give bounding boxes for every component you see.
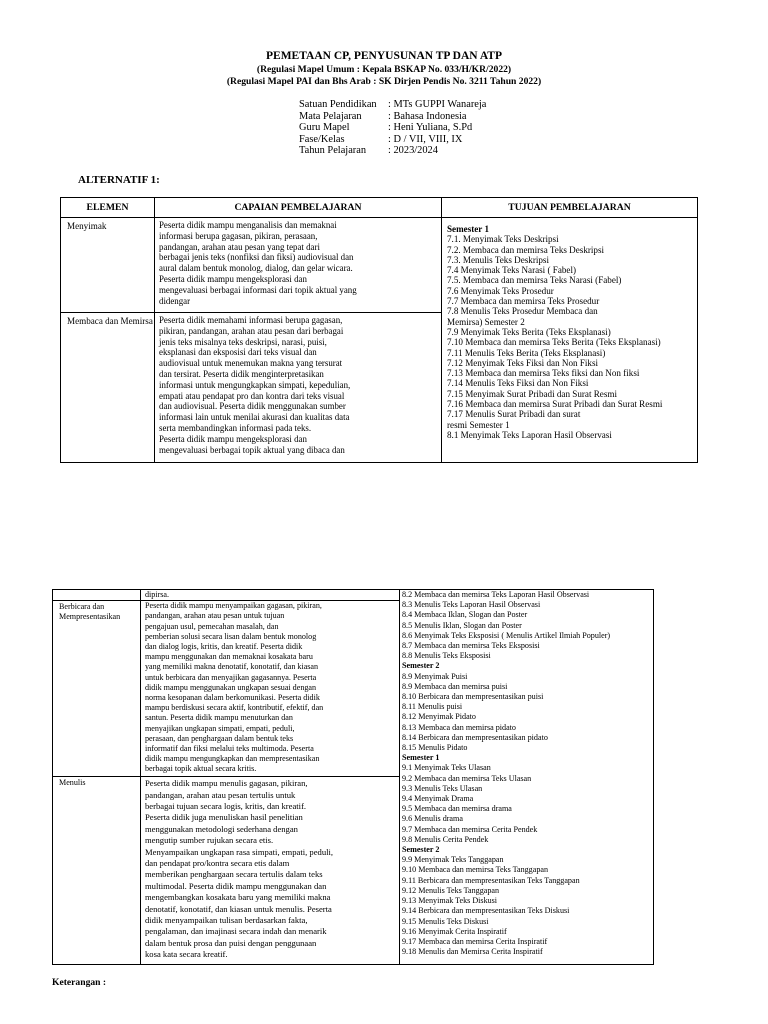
capaian-cell — [155, 218, 442, 313]
text-line: 7.3. Menulis Teks Deskripsi — [447, 254, 550, 265]
text-line: 8.1 Menyimak Teks Laporan Hasil Observasi — [447, 429, 612, 440]
text-line: aural dalam bentuk monolog, dialog, dan gelar wicara. — [159, 263, 353, 274]
text-line: Semester 2 — [402, 661, 440, 671]
text-line: Peserta didik mampu mengeksplorasi dan — [159, 273, 307, 284]
text-line: 8.10 Berbicara dan mempresentasikan puisi — [402, 692, 544, 702]
text-line: pandangan, arahan atau pesan untuk tujuan — [145, 611, 285, 621]
text-line: informasi berupa gagasan, pikiran, perasaan, — [159, 230, 318, 241]
text-line: 7.8 Menulis Teks Prosedur Membaca dan — [447, 306, 598, 317]
text-line: eksplanasi dan eksposisi dari teks visual dan — [159, 347, 317, 358]
text-line: mampu menggunakan dan memaknai kosakata baru — [145, 652, 313, 662]
text-line: 7.11 Menulis Teks Berita (Teks Eksplanasi) — [447, 347, 606, 358]
text-line: berbagai jenis teks (nonfiksi dan fiksi) audiovisual dan — [159, 252, 354, 263]
text-line: 7.2. Membaca dan memirsa Teks Deskripsi — [447, 244, 605, 255]
text-line: 8.13 Membaca dan memirsa pidato — [402, 722, 516, 732]
regulation-line-1: (Regulasi Mapel Umum : Kepala BSKAP No. 033/H/KR/2022) — [256, 64, 512, 75]
info-row — [299, 134, 486, 146]
text-line: berbagai tujuan secara logis, kritis, dan kreatif. — [145, 801, 307, 812]
document-title: PEMETAAN CP, PENYUSUNAN TP DAN ATP — [266, 50, 502, 62]
text-line: denotatif, konotatif, dan kiasan untuk menulis. Peserta — [145, 903, 332, 914]
text-line: yang memiliki makna denotatif, konotatif, dan kiasan — [145, 662, 319, 672]
info-value: : Heni Yuliana, S.Pd — [388, 122, 473, 134]
text-line: audiovisual untuk menemukan makna yang tersurat — [159, 358, 343, 369]
text-line: didik mampu menggunakan ungkapan sesuai dengan — [145, 682, 317, 692]
info-row — [299, 99, 486, 111]
capaian-lines — [145, 601, 397, 774]
table-row — [61, 218, 698, 313]
text-line: Semester 1 — [402, 753, 440, 763]
text-line: dan pendapat pro/kontra secara etis dalam — [145, 858, 290, 869]
elemen-cell — [53, 590, 141, 601]
capaian-cell — [141, 601, 400, 777]
text-line: mengevaluasi berbagai topik aktual yang dibaca dan — [159, 444, 345, 455]
text-line: 8.14 Berbicara dan mempresentasikan pidato — [402, 732, 548, 742]
text-line: pandangan, arahan atau pesan yang tepat dari — [159, 241, 320, 252]
capaian-lines — [159, 315, 439, 455]
text-line: mampu berdiskusi secara aktif, kontributif, efektif, dan — [145, 703, 324, 713]
text-line: 8.12 Menyimak Pidato — [402, 712, 476, 722]
alternative-label: ALTERNATIF 1: — [78, 174, 160, 186]
capaian-cell — [155, 313, 442, 463]
text-line: untuk berbicara dan menyajikan gagasannya. Peserta — [145, 672, 317, 682]
text-line: 8.6 Menyimak Teks Eksposisi ( Menulis Artikel Ilmiah Populer) — [402, 630, 611, 640]
text-line: 8.9 Menyimak Puisi — [402, 671, 468, 681]
text-line: 7.5. Membaca dan memirsa Teks Narasi (Fabel) — [447, 275, 622, 286]
capaian-lines — [159, 220, 439, 306]
info-value: : Bahasa Indonesia — [388, 110, 467, 122]
capaian-lines — [145, 590, 397, 600]
text-line: 7.17 Menulis Surat Pribadi dan surat — [447, 409, 581, 420]
text-line: santun. Peserta didik mampu menuturkan dan — [145, 713, 293, 723]
table-row — [53, 590, 654, 601]
text-line: pikiran, pandangan, arahan atau pesan dari berbagai — [159, 325, 344, 336]
text-line: dan tersirat. Peserta didik menginterpretasikan — [159, 368, 324, 379]
text-line: 7.6 Menyimak Teks Prosedur — [447, 285, 554, 296]
capaian-lines — [145, 778, 397, 961]
text-line: mengevaluasi berbagai informasi dari topik aktual yang — [159, 284, 357, 295]
text-line: empati atau pendapat pro dan kontra dari teks visual — [159, 390, 345, 401]
text-line: 9.8 Menulis Cerita Pendek — [402, 834, 489, 844]
text-line: 9.4 Menyimak Drama — [402, 794, 474, 804]
header-tujuan: TUJUAN PEMBELAJARAN — [442, 198, 698, 218]
elemen-cell: Menyimak — [61, 218, 155, 313]
capaian-cell — [141, 590, 400, 601]
elemen-cell: Membaca dan Memirsa — [61, 313, 155, 463]
text-line: 9.10 Membaca dan memirsa Teks Tanggapan — [402, 865, 549, 875]
text-line: 8.15 Menulis Pidato — [402, 743, 468, 753]
table-header-row — [61, 198, 698, 218]
info-row — [299, 122, 486, 134]
text-line: kosa kata secara kreatif. — [145, 949, 228, 960]
text-line: informasi lain untuk menilai akurasi dan kualitas data — [159, 412, 350, 423]
text-line: 9.18 Menulis dan Memirsa Cerita Inspiratif — [402, 947, 543, 957]
text-line: Memirsa) Semester 2 — [447, 316, 525, 327]
text-line: resmi Semester 1 — [447, 419, 510, 430]
text-line: Peserta didik mampu menulis gagasan, pikiran, — [145, 778, 308, 789]
text-line: memberikan penghargaan secara tertulis dalam teks — [145, 869, 323, 880]
info-key: Fase/Kelas — [299, 133, 345, 145]
text-line: multimodal. Peserta didik mampu menggunakan dan — [145, 880, 327, 891]
text-line: 9.15 Menulis Teks Diskusi — [402, 916, 489, 926]
text-line: pengajuan usul, pemecahan masalah, dan — [145, 621, 279, 631]
text-line: 7.16 Membaca dan memirsa Surat Pribadi dan Surat Resmi — [447, 399, 663, 410]
info-value: : 2023/2024 — [388, 145, 438, 157]
info-row — [299, 145, 486, 157]
text-line: menyajikan ungkapan simpati, empati, peduli, — [145, 723, 295, 733]
text-line: 7.7 Membaca dan memirsa Teks Prosedur — [447, 296, 600, 307]
regulation-line-2: (Regulasi Mapel PAI dan Bhs Arab : SK Dirjen Pendis No. 3211 Tahun 2022) — [226, 76, 542, 87]
mapping-table-page-1 — [60, 197, 698, 463]
text-line: 8.11 Menulis puisi — [402, 702, 463, 712]
text-line: 9.7 Membaca dan memirsa Cerita Pendek — [402, 824, 538, 834]
text-line: Peserta didik mampu menyampaikan gagasan, pikiran, — [145, 601, 322, 611]
text-line: 7.4 Menyimak Teks Narasi ( Fabel) — [447, 265, 577, 276]
info-row — [299, 111, 486, 123]
text-line: Semester 2 — [402, 845, 440, 855]
tujuan-list — [447, 224, 695, 440]
text-line: 9.3 Menulis Teks Ulasan — [402, 783, 483, 793]
text-line: dan dialog logis, kritis, dan kreatif. Peserta didik — [145, 642, 303, 652]
text-line: pandangan, arahan atau pesan tertulis untuk — [145, 789, 296, 800]
text-line: Menyampaikan ungkapan rasa simpati, empati, peduli, — [145, 846, 334, 857]
identity-block — [299, 99, 486, 157]
text-line: informatif dan fiksi melalui teks multimoda. Peserta — [145, 744, 314, 754]
mapping-table-page-2 — [52, 589, 654, 965]
text-line: pemberian solusi secara lisan dalam bentuk monolog — [145, 631, 317, 641]
text-line: serta membandingkan informasi pada teks. — [159, 422, 312, 433]
info-key: Mata Pelajaran — [299, 110, 362, 122]
capaian-text — [159, 220, 439, 306]
text-line: Semester 1 — [447, 224, 490, 234]
text-line: pengalaman, dan imajinasi secara indah dan menarik — [145, 926, 327, 937]
tujuan-cell — [442, 218, 698, 463]
elemen-cell: Menulis — [53, 777, 141, 965]
text-line: mengutip sumber rujukan secara etis. — [145, 835, 274, 846]
tujuan-cell — [400, 590, 654, 965]
text-line: dan audiovisual. Peserta didik menggunakan sumber — [159, 401, 346, 412]
text-line: 8.5 Menulis Iklan, Slogan dan Poster — [402, 620, 522, 630]
text-line: mengembangkan kosakata baru yang memiliki makna — [145, 892, 331, 903]
text-line: 9.2 Membaca dan memirsa Teks Ulasan — [402, 773, 532, 783]
info-value: : MTs GUPPI Wanareja — [388, 99, 487, 110]
notes-label: Keterangan : — [52, 977, 107, 988]
tujuan-list — [402, 590, 651, 957]
elemen-cell: Berbicara dan Mempresentasikan — [53, 601, 141, 777]
text-line: Peserta didik mampu mengeksplorasi dan — [159, 433, 307, 444]
text-line: dipirsa. — [145, 590, 170, 599]
text-line: 7.12 Menyimak Teks Fiksi dan Non Fiksi — [447, 357, 599, 368]
text-line: 8.8 Menulis Teks Eksposisi — [402, 651, 491, 661]
text-line: didik menyampaikan tulisan berdasarkan fakta, — [145, 915, 308, 926]
text-line: 9.5 Membaca dan memirsa drama — [402, 804, 512, 814]
text-line: 9.17 Membaca dan memirsa Cerita Inspiratif — [402, 936, 548, 946]
text-line: 7.1. Menyimak Teks Deskripsi — [447, 234, 559, 245]
text-line: dalam bentuk prosa dan puisi dengan penggunaan — [145, 937, 317, 948]
text-line: didengar — [159, 295, 191, 306]
text-line: berbagai topik aktual secara kritis. — [145, 764, 257, 774]
text-line: 7.15 Menyimak Surat Pribadi dan Surat Resmi — [447, 388, 617, 399]
text-line: Peserta didik mampu menganalisis dan memaknai — [159, 220, 337, 230]
text-line: jenis teks misalnya teks deskripsi, narasi, puisi, — [159, 336, 327, 347]
header-capaian: CAPAIAN PEMBELAJARAN — [155, 198, 442, 218]
text-line: 9.14 Berbicara dan mempresentasikan Teks Diskusi — [402, 906, 570, 916]
capaian-cell — [141, 777, 400, 965]
text-line: 8.7 Membaca dan memirsa Teks Eksposisi — [402, 641, 540, 651]
text-line: 8.9 Membaca dan memirsa puisi — [402, 681, 508, 691]
text-line: 9.12 Menulis Teks Tanggapan — [402, 885, 500, 895]
text-line: 9.16 Menyimak Cerita Inspiratif — [402, 926, 507, 936]
text-line: didik mampu mengungkapkan dan mempresentasikan — [145, 754, 320, 764]
text-line: 9.13 Menyimak Teks Diskusi — [402, 896, 498, 906]
info-key: Satuan Pendidikan — [299, 99, 377, 110]
text-line: 9.9 Menyimak Teks Tanggapan — [402, 855, 504, 865]
text-line: Peserta didik memahami informasi berupa gagasan, — [159, 315, 343, 325]
info-key: Guru Mapel — [299, 122, 350, 134]
text-line: 7.9 Menyimak Teks Berita (Teks Eksplanasi) — [447, 326, 611, 337]
text-line: 9.6 Menulis drama — [402, 814, 463, 824]
info-key: Tahun Pelajaran — [299, 145, 367, 157]
text-line: 7.14 Menulis Teks Fiksi dan Non Fiksi — [447, 378, 589, 389]
text-line: 8.2 Membaca dan memirsa Teks Laporan Hasil Observasi — [402, 590, 590, 599]
text-line: 8.3 Menulis Teks Laporan Hasil Observasi — [402, 600, 541, 610]
text-line: norma kesopanan dalam berkomunikasi. Peserta didik — [145, 693, 320, 703]
text-line: 9.11 Berbicara dan mempresentasikan Teks Tanggapan — [402, 875, 580, 885]
text-line: 9.1 Menyimak Teks Ulasan — [402, 763, 491, 773]
text-line: 7.13 Membaca dan memirsa Teks fiksi dan Non fiksi — [447, 368, 640, 379]
text-line: menggunakan metodologi sederhana dengan — [145, 823, 298, 834]
text-line: 7.10 Membaca dan memirsa Teks Berita (Teks Eksplanasi) — [447, 337, 661, 348]
text-line: 8.4 Membaca Iklan, Slogan dan Poster — [402, 610, 528, 620]
header-elemen: ELEMEN — [61, 198, 155, 218]
info-value: : D / VII, VIII, IX — [388, 133, 463, 145]
text-line: perasaan, dan penghargaan dalam bentuk teks — [145, 733, 294, 743]
text-line: Peserta didik juga menuliskan hasil penelitian — [145, 812, 303, 823]
text-line: informasi untuk mengungkapkan simpati, kepedulian, — [159, 379, 351, 390]
